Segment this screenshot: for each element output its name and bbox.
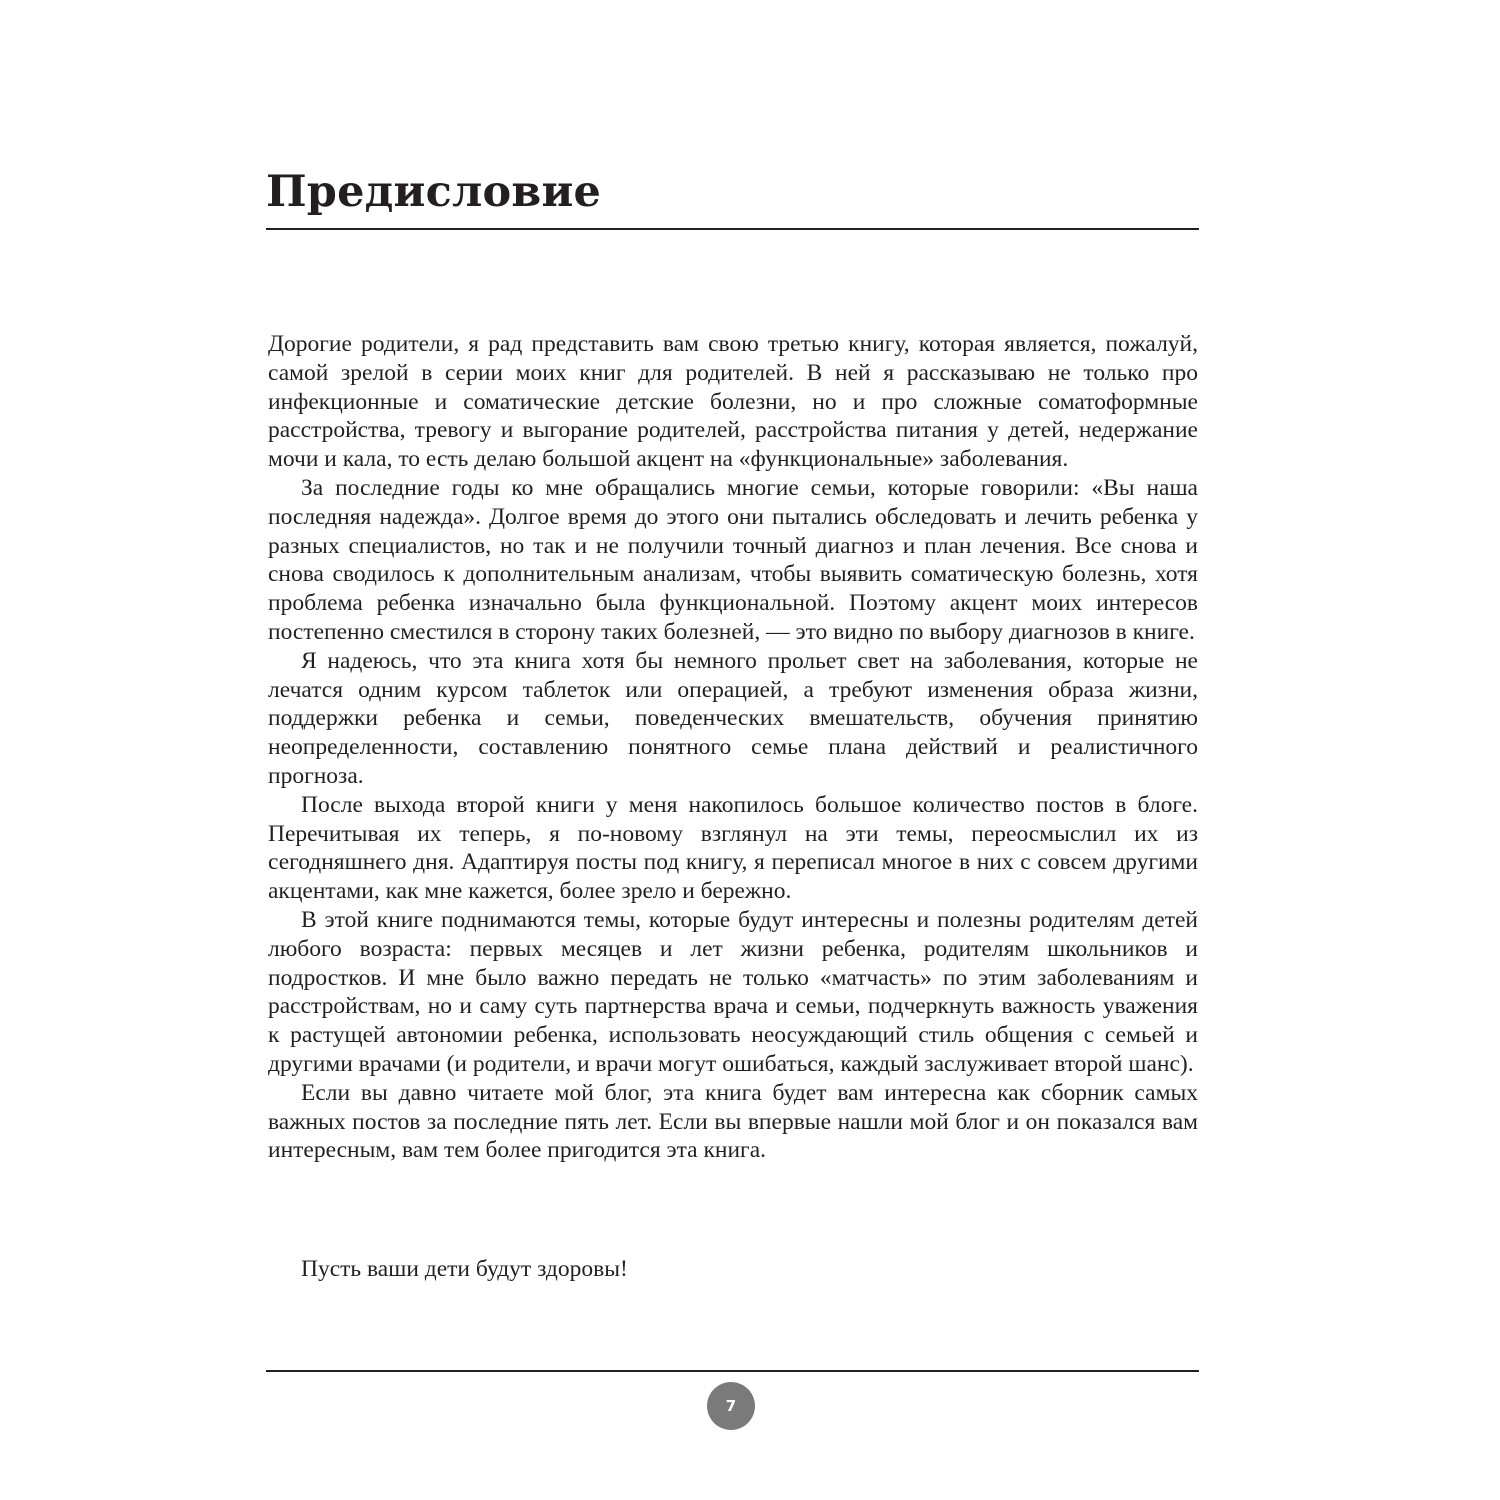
paragraph-3: Я надеюсь, что эта книга хотя бы немного прольет свет на заболевания, которые не лечатся одним курсом таблеток или операцией, а требуют изменения образа жизни, поддержки ребенка и семьи, поведенческих вмешательств, обучения принятию неопределенности, составлению понятного семье плана действий и реалистичного прогноза.	[268, 647, 1198, 789]
page-title: Предисловие	[266, 167, 602, 217]
paragraph-6: Если вы давно читаете мой блог, эта книга будет вам интересна как сборник самых важных постов за последние пять лет. Если вы впервые нашли мой блог и он показался вам интересным, вам тем более пригодится эта книга.	[268, 1079, 1198, 1164]
closing-line: Пусть ваши дети будут здоровы!	[301, 1256, 628, 1282]
paragraph-5: В этой книге поднимаются темы, которые будут интересны и полезны родителям детей любого возраста: первых месяцев и лет жизни ребенка, родителям школьников и подростков. И мне было важно передать не только «матчасть» по этим заболеваниям и расстройствам, но и саму суть партнерства врача и семьи, подчеркнуть важность уважения к растущей автономии ребенка, использовать неосуждающий стиль общения с семьей и другими врачами (и родители, и врачи могут ошибаться, каждый заслуживает второй шанс).	[268, 906, 1198, 1077]
title-underline	[266, 228, 1199, 230]
footer-rule	[266, 1370, 1199, 1372]
paragraph-2: За последние годы ко мне обращались многие семьи, которые говорили: «Вы наша последняя надежда». Долгое время до этого они пытались обследовать и лечить ребенка у разных специалистов, но так и не получили точный диагноз и план лечения. Все снова и снова сводилось к дополнительным анализам, чтобы выявить соматическую болезнь, хотя проблема ребенка изначально была функциональной. Поэтому акцент моих интересов постепенно сместился в сторону таких болезней, — это видно по выбору диагнозов в книге.	[268, 474, 1198, 645]
paragraph-4: После выхода второй книги у меня накопилось большое количество постов в блоге. Перечитывая их теперь, я по-новому взглянул на эти темы, переосмыслил их из сегодняшнего дня. Адаптируя посты под книгу, я переписал многое в них с совсем другими акцентами, как мне кажется, более зрело и бережно.	[268, 791, 1198, 905]
preface-body	[268, 330, 1198, 1165]
page-number-badge: 7	[707, 1382, 755, 1430]
paragraph-1: Дорогие родители, я рад представить вам свою третью книгу, которая является, пожалуй, самой зрелой в серии моих книг для родителей. В ней я рассказываю не только про инфекционные и соматические детские болезни, но и про сложные соматоформные расстройства, тревогу и выгорание родителей, расстройства питания у детей, недержание мочи и кала, то есть делаю большой акцент на «функциональные» заболевания.	[268, 331, 1198, 473]
